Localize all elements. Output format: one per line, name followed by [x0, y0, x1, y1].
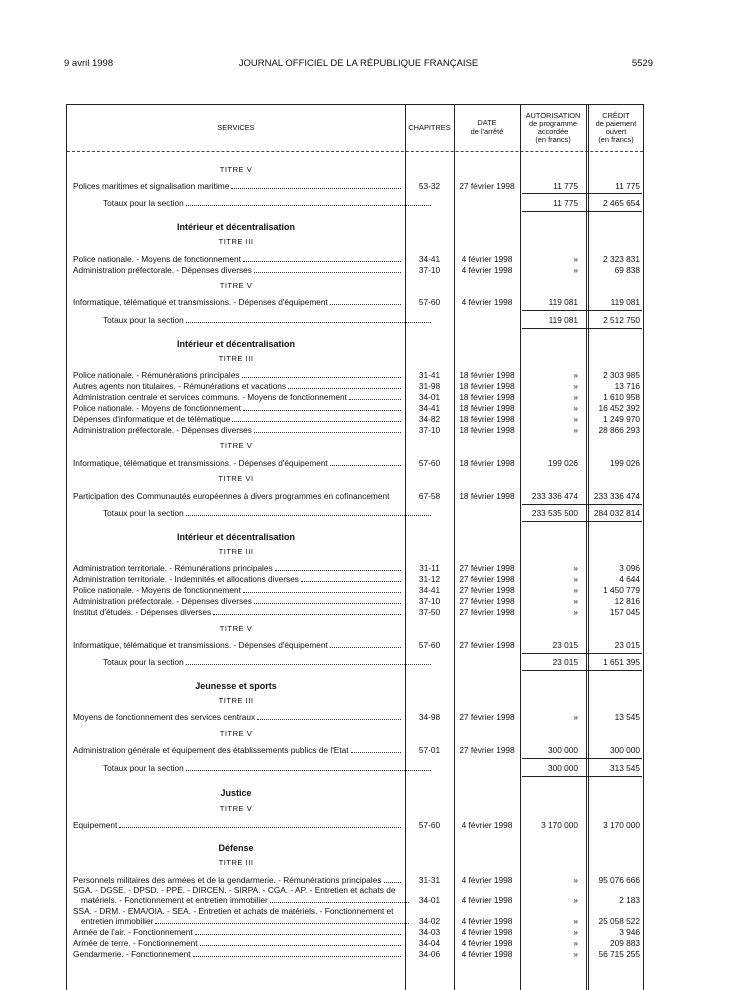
total-autorisation: 300 000: [548, 763, 578, 773]
titre-label: TITRE V: [219, 281, 253, 290]
total-label: Totaux pour la section: [103, 657, 433, 668]
table-row: [67, 563, 643, 574]
row-credit: 2 323 831: [603, 254, 640, 264]
row-credit: 16 452 392: [598, 403, 640, 413]
row-credit: 69 838: [614, 265, 640, 275]
row-autorisation: »: [573, 712, 578, 722]
row-date: 4 février 1998: [461, 949, 513, 959]
row-service: SGA. - DGSE. - DPSD. - PPE. - DIRCEN. - SIRPA. - CGA. - AP. - Entretien et achats de: [73, 885, 396, 895]
dot-leader: [270, 895, 409, 903]
row-service: Informatique, télématique et transmissions. - Dépenses d'équipement: [73, 640, 403, 651]
row-chapitre: 34-02: [418, 916, 441, 926]
row-chapitre: 31-31: [418, 875, 441, 885]
dot-leader: [155, 916, 409, 924]
row-service: Police nationale. - Rémunérations principales: [73, 370, 403, 381]
table-row: [67, 712, 643, 723]
titre-label: TITRE III: [218, 237, 254, 246]
col-header-autorisation: AUTORISATION: [525, 111, 581, 120]
row-chapitre: 37-10: [418, 425, 441, 435]
table-row: [67, 425, 643, 436]
row-service: Dépenses d'informatique et de télématique: [73, 414, 403, 425]
row-chapitre: 31-41: [418, 370, 441, 380]
journal-title: JOURNAL OFFICIEL DE LA RÉPUBLIQUE FRANÇAISE: [238, 58, 479, 69]
row-autorisation: »: [573, 425, 578, 435]
col-header-credit-l4: (en francs): [598, 135, 634, 144]
row-date: 4 février 1998: [461, 895, 513, 905]
row-credit: 1 450 779: [603, 585, 640, 595]
table-row: [67, 403, 643, 414]
row-credit: 13 716: [614, 381, 640, 391]
dot-leader: [330, 640, 401, 648]
col-header-credit: CRÉDIT: [602, 111, 630, 120]
row-date: 18 février 1998: [459, 458, 515, 468]
total-credit: 2 465 654: [603, 198, 640, 208]
row-chapitre: 53-32: [418, 181, 441, 191]
section-title: Défense: [218, 843, 254, 853]
section-title: Intérieur et décentralisation: [176, 339, 296, 349]
row-credit: 1 249 970: [603, 414, 640, 424]
dot-leader: [275, 563, 401, 571]
total-credit: 2 512 750: [603, 315, 640, 325]
row-autorisation: »: [573, 875, 578, 885]
row-service: Administration préfectorale. - Dépenses diverses: [73, 265, 403, 276]
row-autorisation: 23 015: [552, 640, 578, 650]
row-autorisation: »: [573, 916, 578, 926]
row-chapitre: 57-60: [418, 458, 441, 468]
total-rule: [522, 521, 642, 522]
subtotal-rule: [522, 504, 642, 505]
row-service: Polices maritimes et signalisation maritime: [73, 181, 403, 192]
titre-label: TITRE V: [219, 165, 253, 174]
col-header-credit-l3: ouvert: [605, 127, 627, 136]
row-chapitre: 67-58: [418, 491, 441, 501]
col-header-services: SERVICES: [217, 123, 255, 132]
row-date: 27 février 1998: [459, 181, 515, 191]
dot-leader: [186, 657, 431, 665]
row-date: 4 février 1998: [461, 916, 513, 926]
col-header-date-sub: de l'arrêté: [470, 127, 504, 136]
row-date: 4 février 1998: [461, 938, 513, 948]
row-date: 4 février 1998: [461, 820, 513, 830]
subtotal-rule: [522, 193, 642, 194]
row-autorisation: »: [573, 585, 578, 595]
table-row: [67, 607, 643, 618]
row-chapitre: 57-01: [418, 745, 441, 755]
header-date: 9 avril 1998: [64, 58, 114, 69]
row-chapitre: 34-06: [418, 949, 441, 959]
row-autorisation: »: [573, 927, 578, 937]
table-row: [67, 574, 643, 585]
row-chapitre: 34-41: [418, 254, 441, 264]
total-autorisation: 23 015: [552, 657, 578, 667]
total-row: [67, 763, 643, 774]
total-rule: [522, 211, 642, 212]
row-service: Institut d'études. - Dépenses diverses: [73, 607, 403, 618]
row-date: 18 février 1998: [459, 491, 515, 501]
row-service: Administration générale et équipement des établissements publics de l'Etat: [73, 745, 403, 756]
table-row: [67, 927, 643, 938]
row-date: 18 février 1998: [459, 414, 515, 424]
dot-leader: [186, 508, 431, 516]
row-service: Equipement: [73, 820, 403, 831]
row-service: Armée de l'air. - Fonctionnement: [73, 927, 403, 938]
row-credit: 56 715 255: [598, 949, 640, 959]
row-service: Administration préfectorale. - Dépenses diverses: [73, 425, 403, 436]
row-chapitre: 31-11: [419, 563, 440, 573]
row-credit: 119 081: [610, 297, 640, 307]
row-date: 27 février 1998: [459, 640, 515, 650]
dot-leader: [186, 315, 431, 323]
row-service: Administration centrale et services communs. - Moyens de fonctionnement: [73, 392, 403, 403]
dot-leader: [186, 198, 431, 206]
col-header-autorisation-l3: accordée: [537, 127, 569, 136]
row-credit: 28 866 293: [598, 425, 640, 435]
table-row: [67, 370, 643, 381]
section-title: Intérieur et décentralisation: [176, 222, 296, 232]
dot-leader: [330, 297, 401, 305]
row-autorisation: »: [573, 414, 578, 424]
row-autorisation: »: [573, 574, 578, 584]
total-label: Totaux pour la section: [103, 198, 433, 209]
row-chapitre: 57-60: [418, 820, 441, 830]
table-row: [67, 585, 643, 596]
section-title: Justice: [220, 788, 252, 798]
row-chapitre: 34-41: [418, 403, 441, 413]
dot-leader: [349, 392, 401, 400]
row-service: Participation des Communautés européennes à divers programmes en cofinancement: [73, 491, 390, 501]
row-autorisation: 199 026: [548, 458, 578, 468]
row-chapitre: 31-12: [418, 574, 441, 584]
dot-leader: [243, 585, 401, 593]
table-row: [67, 297, 643, 308]
row-date: 4 février 1998: [461, 297, 513, 307]
credits-table: [66, 104, 644, 990]
dot-leader: [384, 875, 401, 883]
column-rule: [520, 105, 521, 990]
table-row: [67, 820, 643, 831]
table-row: [67, 596, 643, 607]
row-credit: 1 610 958: [603, 392, 640, 402]
total-row: [67, 508, 643, 519]
row-credit: 3 096: [619, 563, 640, 573]
total-rule: [522, 670, 642, 671]
row-autorisation: »: [573, 563, 578, 573]
row-date: 4 février 1998: [461, 254, 513, 264]
total-row: [67, 198, 643, 209]
table-row: [67, 491, 643, 502]
row-chapitre: 31-98: [418, 381, 441, 391]
table-row: [67, 265, 643, 276]
table-row: [67, 745, 643, 756]
row-autorisation: 233 336 474: [531, 491, 578, 501]
dot-leader: [243, 403, 401, 411]
subtotal-rule: [522, 310, 642, 311]
row-service: matériels. - Fonctionnement et entretien immobilier: [81, 895, 411, 906]
row-chapitre: 34-04: [418, 938, 441, 948]
column-rule: [405, 105, 406, 990]
titre-label: TITRE VI: [218, 474, 254, 483]
row-date: 18 février 1998: [459, 425, 515, 435]
row-credit: 23 015: [614, 640, 640, 650]
dot-leader: [193, 949, 401, 957]
column-rule: [454, 105, 455, 990]
row-autorisation: »: [573, 370, 578, 380]
row-service: Gendarmerie. - Fonctionnement: [73, 949, 403, 960]
row-credit: 2 303 985: [603, 370, 640, 380]
row-date: 18 février 1998: [459, 370, 515, 380]
section-title: Intérieur et décentralisation: [176, 532, 296, 542]
dot-leader: [242, 370, 402, 378]
dot-leader: [254, 596, 401, 604]
dot-leader: [232, 414, 401, 422]
dot-leader: [195, 927, 401, 935]
row-credit: 157 045: [610, 607, 640, 617]
table-row: [67, 414, 643, 425]
subtotal-rule: [522, 653, 642, 654]
dot-leader: [257, 712, 401, 720]
titre-label: TITRE V: [219, 624, 253, 633]
row-autorisation: 11 775: [553, 181, 578, 191]
row-service: Informatique, télématique et transmissions. - Dépenses d'équipement: [73, 297, 403, 308]
row-autorisation: 119 081: [548, 297, 578, 307]
row-chapitre: 57-60: [418, 297, 441, 307]
total-credit: 284 032 814: [593, 508, 640, 518]
table-row: [67, 916, 643, 927]
page-number: 5529: [631, 58, 653, 69]
row-date: 18 février 1998: [459, 403, 515, 413]
col-header-autorisation-l4: (en francs): [535, 135, 571, 144]
row-service: entretien immobilier: [81, 916, 411, 927]
dot-leader: [301, 574, 401, 582]
col-header-credit-l2: de paiement: [595, 119, 637, 128]
total-label: Totaux pour la section: [103, 315, 433, 326]
dot-leader: [243, 254, 401, 262]
table-header: [67, 105, 643, 149]
total-autorisation: 233 535 500: [531, 508, 578, 518]
total-credit: 1 651 395: [603, 657, 640, 667]
row-service: Personnels militaires des armées et de la gendarmerie. - Rémunérations principales: [73, 875, 403, 886]
row-autorisation: 300 000: [548, 745, 578, 755]
dot-leader: [254, 265, 401, 273]
row-chapitre: 37-10: [418, 265, 441, 275]
row-service: Informatique, télématique et transmissions. - Dépenses d'équipement: [73, 458, 403, 469]
titre-label: TITRE III: [218, 858, 254, 867]
row-date: 27 février 1998: [459, 574, 515, 584]
row-service: Police nationale. - Moyens de fonctionnement: [73, 254, 403, 265]
row-service: Autres agents non titulaires. - Rémunérations et vacations: [73, 381, 403, 392]
row-date: 18 février 1998: [459, 381, 515, 391]
row-autorisation: »: [573, 596, 578, 606]
row-service: Armée de terre. - Fonctionnement: [73, 938, 403, 949]
row-credit: 3 170 000: [603, 820, 640, 830]
row-chapitre: 34-01: [418, 392, 441, 402]
row-autorisation: »: [573, 949, 578, 959]
dot-leader: [288, 381, 401, 389]
row-chapitre: 34-82: [418, 414, 441, 424]
table-row: [67, 392, 643, 403]
row-date: 27 février 1998: [459, 563, 515, 573]
column-rule: [586, 105, 589, 990]
total-rule: [522, 776, 642, 777]
dot-leader: [231, 181, 401, 189]
row-autorisation: »: [573, 381, 578, 391]
row-autorisation: »: [573, 265, 578, 275]
row-credit: 2 183: [619, 895, 640, 905]
row-service: Administration préfectorale. - Dépenses diverses: [73, 596, 403, 607]
row-autorisation: »: [573, 254, 578, 264]
titre-label: TITRE V: [219, 729, 253, 738]
dot-leader: [254, 425, 401, 433]
row-credit: 199 026: [610, 458, 640, 468]
row-service: Administration territoriale. - Indemnités et allocations diverses: [73, 574, 403, 585]
total-credit: 313 545: [610, 763, 640, 773]
row-credit: 209 883: [610, 938, 640, 948]
row-date: 4 février 1998: [461, 875, 513, 885]
table-row: [67, 949, 643, 960]
col-header-chapitres: CHAPITRES: [408, 123, 451, 132]
row-service: Moyens de fonctionnement des services centraux: [73, 712, 403, 723]
row-service: SSA. - DRM. - EMA/OIA. - SEA. - Entretien et achats de matériels. - Fonctionnement et: [73, 906, 394, 916]
row-credit: 4 644: [619, 574, 640, 584]
row-date: 18 février 1998: [459, 392, 515, 402]
dot-leader: [186, 763, 431, 771]
titre-label: TITRE III: [218, 354, 254, 363]
row-date: 27 février 1998: [459, 596, 515, 606]
row-service: Police nationale. - Moyens de fonctionnement: [73, 585, 403, 596]
dot-leader: [213, 607, 401, 615]
row-autorisation: »: [573, 392, 578, 402]
titre-label: TITRE V: [219, 804, 253, 813]
table-row: [67, 181, 643, 192]
table-row: [67, 938, 643, 949]
row-date: 27 février 1998: [459, 607, 515, 617]
row-credit: 11 775: [615, 181, 640, 191]
page-header: [64, 58, 653, 72]
row-credit: 95 076 666: [598, 875, 640, 885]
row-chapitre: 34-41: [418, 585, 441, 595]
header-rule: [67, 151, 643, 152]
table-row: [67, 640, 643, 651]
titre-label: TITRE III: [218, 696, 254, 705]
row-credit: 3 946: [619, 927, 640, 937]
col-header-date: DATE: [477, 118, 497, 127]
total-row: [67, 315, 643, 326]
row-date: 27 février 1998: [459, 745, 515, 755]
row-chapitre: 37-50: [418, 607, 441, 617]
total-row: [67, 657, 643, 668]
row-chapitre: 37-10: [418, 596, 441, 606]
row-credit: 300 000: [610, 745, 640, 755]
row-credit: 12 816: [614, 596, 640, 606]
row-autorisation: »: [573, 895, 578, 905]
total-label: Totaux pour la section: [103, 763, 433, 774]
table-row: [67, 381, 643, 392]
row-autorisation: »: [573, 938, 578, 948]
dot-leader: [119, 820, 401, 828]
row-date: 27 février 1998: [459, 585, 515, 595]
row-autorisation: »: [573, 607, 578, 617]
dot-leader: [200, 938, 401, 946]
row-date: 4 février 1998: [461, 927, 513, 937]
row-credit: 233 336 474: [593, 491, 640, 501]
total-autorisation: 11 775: [553, 198, 578, 208]
table-row: [67, 458, 643, 469]
row-service: Administration territoriale. - Rémunérations principales: [73, 563, 403, 574]
subtotal-rule: [522, 758, 642, 759]
row-chapitre: 34-03: [418, 927, 441, 937]
titre-label: TITRE III: [218, 547, 254, 556]
row-autorisation: 3 170 000: [541, 820, 578, 830]
row-chapitre: 34-01: [418, 895, 441, 905]
dot-leader: [330, 458, 401, 466]
row-autorisation: »: [573, 403, 578, 413]
row-date: 4 février 1998: [461, 265, 513, 275]
total-label: Totaux pour la section: [103, 508, 433, 519]
section-title: Jeunesse et sports: [195, 681, 277, 691]
titre-label: TITRE V: [219, 441, 253, 450]
table-row: [67, 895, 643, 906]
total-autorisation: 119 081: [548, 315, 578, 325]
row-credit: 13 545: [614, 712, 640, 722]
row-service: Police nationale. - Moyens de fonctionnement: [73, 403, 403, 414]
table-row: [67, 254, 643, 265]
total-rule: [522, 328, 642, 329]
row-chapitre: 57-60: [418, 640, 441, 650]
row-credit: 25 058 522: [598, 916, 640, 926]
row-date: 27 février 1998: [459, 712, 515, 722]
dot-leader: [351, 745, 401, 753]
row-chapitre: 34-98: [418, 712, 441, 722]
col-header-autorisation-l2: de programme: [528, 119, 578, 128]
